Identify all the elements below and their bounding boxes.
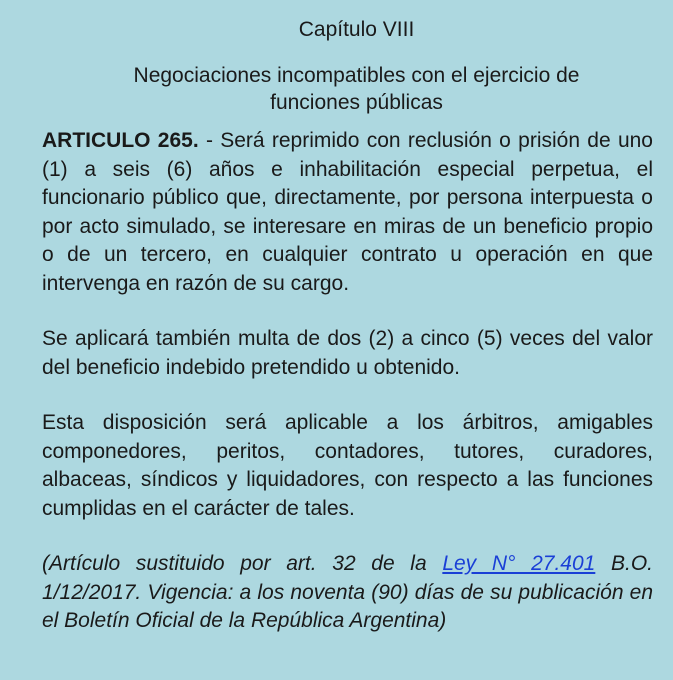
amendment-note — [42, 550, 653, 636]
article-text: - Será reprimido con reclusión o prisión de uno (1) a seis (6) años e inhabilitación especial perpetua, el funcionario público que, directamente, por persona interpuesta o por acto simulado, se interesare en miras de un beneficio propio o de un tercero, en cualquier contrato u operación en que intervenga en razón de su cargo. — [42, 129, 653, 295]
fine-paragraph: Se aplicará también multa de dos (2) a cinco (5) veces del valor del beneficio indebido pretendido u obtenido. — [42, 327, 653, 379]
chapter-heading: Capítulo VIII — [298, 18, 415, 41]
subtitle-line-1: Negociaciones incompatibles con el ejercicio de — [133, 64, 580, 87]
article-label: ARTICULO 265. — [42, 129, 199, 152]
applicability-paragraph: Esta disposición será aplicable a los árbitros, amigables componedores, peritos, contadores, tutores, curadores, albaceas, síndicos y liquidadores, con respecto a las funciones cumplidas en el carácter de tales. — [42, 411, 653, 520]
note-text-after: B.O. 1/12/2017. Vigencia: a los noventa (90) días de su publicación en el Boletín Oficial de la República Argentina) — [42, 552, 653, 632]
article-paragraph — [42, 127, 653, 298]
chapter-subtitle — [42, 62, 653, 116]
law-link[interactable]: Ley N° 27.401 — [442, 552, 596, 575]
subtitle-line-2: funciones públicas — [270, 91, 443, 114]
note-text-before: (Artículo sustituido por art. 32 de la — [42, 552, 443, 575]
